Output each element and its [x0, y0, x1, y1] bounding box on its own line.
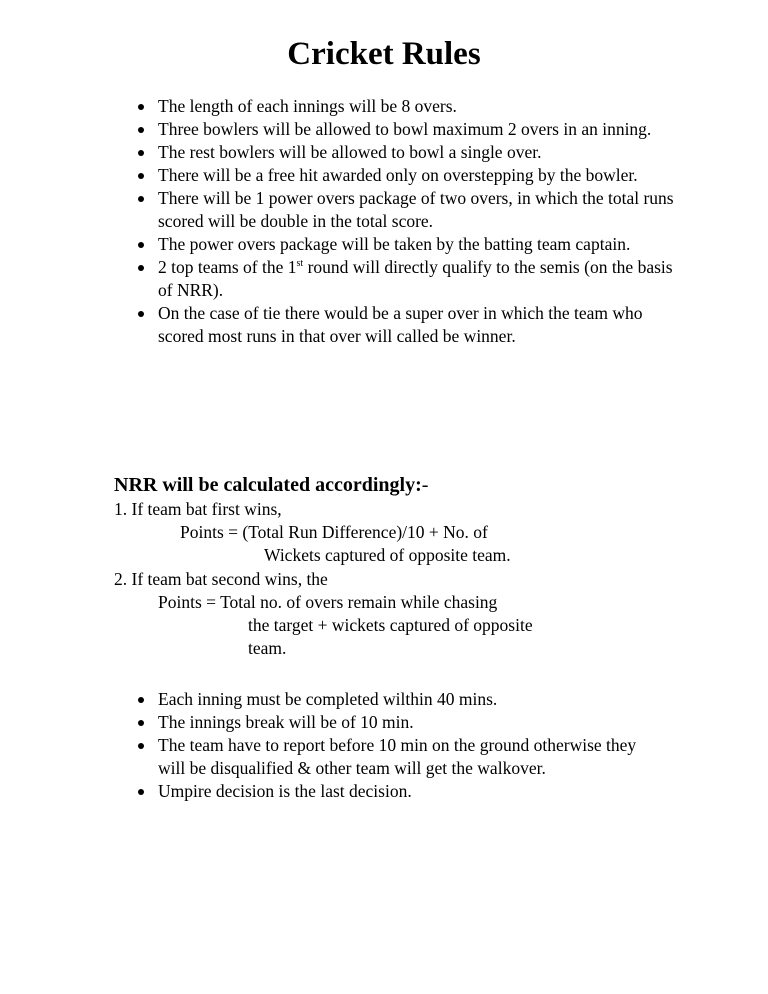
- rule-item: Three bowlers will be allowed to bowl maximum 2 overs in an inning.: [134, 118, 674, 141]
- rules-list: [134, 95, 674, 348]
- rule-item: The team have to report before 10 min on the ground otherwise they will be disqualified & other team will get the walkover.: [134, 734, 664, 780]
- nrr-case-2-formula-cont: the target + wickets captured of opposite: [248, 615, 533, 635]
- extra-rules-list: [134, 688, 664, 803]
- rule-item: On the case of tie there would be a super over in which the team who scored most runs in that over will called be winner.: [134, 302, 674, 348]
- nrr-case-2-formula-cont: team.: [248, 638, 287, 658]
- rule-item: The innings break will be of 10 min.: [134, 711, 664, 734]
- rule-item: Umpire decision is the last decision.: [134, 780, 664, 803]
- nrr-case-2-formula: Points = Total no. of overs remain while chasing: [158, 592, 498, 612]
- nrr-case-1-formula-cont: Wickets captured of opposite team.: [264, 545, 511, 565]
- rule-item: Each inning must be completed wilthin 40 mins.: [134, 688, 664, 711]
- rule-text: 2 top teams of the 1: [158, 257, 297, 277]
- nrr-heading-suffix: -: [421, 474, 429, 496]
- nrr-heading: [114, 472, 428, 498]
- rule-item: The length of each innings will be 8 overs.: [134, 95, 674, 118]
- nrr-case-1-label: 1. If team bat first wins,: [114, 499, 282, 519]
- nrr-heading-text: NRR will be calculated accordingly:: [114, 474, 422, 496]
- rule-item: There will be a free hit awarded only on overstepping by the bowler.: [134, 164, 674, 187]
- rule-item: The power overs package will be taken by the batting team captain.: [134, 233, 674, 256]
- rule-text: round will directly qualify to the semis (on the basis of NRR).: [158, 257, 673, 300]
- rule-item: There will be 1 power overs package of two overs, in which the total runs scored will be double in the total score.: [134, 187, 674, 233]
- page-title: Cricket Rules: [287, 36, 481, 72]
- ordinal-superscript: st: [296, 258, 304, 270]
- nrr-case-1-formula: Points = (Total Run Difference)/10 + No. of: [180, 522, 488, 542]
- rule-item: [134, 256, 674, 302]
- nrr-case-2-label: 2. If team bat second wins, the: [114, 569, 328, 589]
- rule-item: The rest bowlers will be allowed to bowl a single over.: [134, 141, 674, 164]
